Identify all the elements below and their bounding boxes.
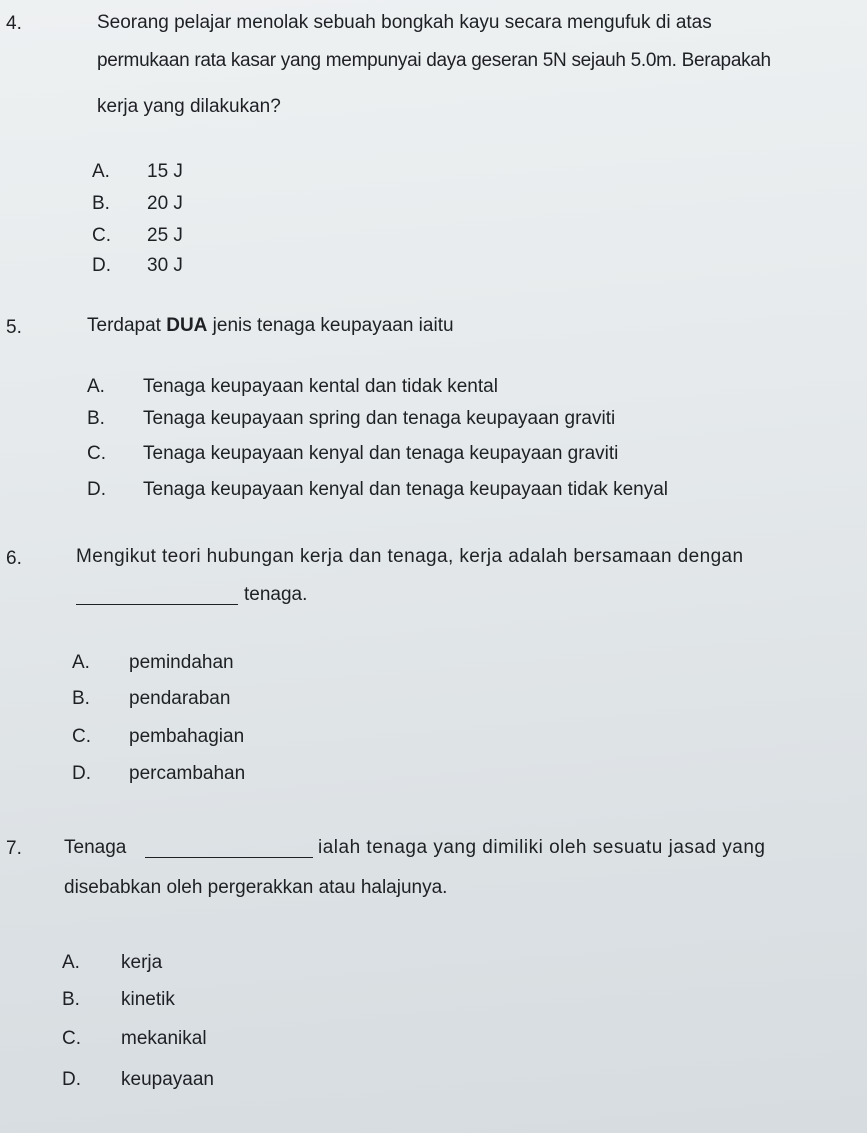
option-text[interactable]: Tenaga keupayaan kental dan tidak kental: [143, 376, 498, 397]
option-letter: A.: [62, 952, 80, 973]
option-text[interactable]: mekanikal: [121, 1028, 207, 1049]
option-letter: D.: [87, 479, 106, 500]
option-text[interactable]: pemindahan: [129, 652, 234, 673]
stem-text: jenis tenaga keupayaan iaitu: [207, 315, 454, 336]
answer-blank: [145, 839, 313, 858]
option-text[interactable]: percambahan: [129, 763, 246, 784]
option-letter: C.: [62, 1028, 81, 1049]
option-text[interactable]: pembahagian: [129, 726, 245, 747]
option-letter: A.: [92, 161, 110, 182]
question-text-line: Tenaga: [64, 837, 127, 858]
option-letter: D.: [62, 1069, 81, 1090]
option-text[interactable]: pendaraban: [129, 688, 231, 709]
option-text[interactable]: Tenaga keupayaan kenyal dan tenaga keupayaan tidak kenyal: [143, 479, 669, 500]
question-text-line: kerja yang dilakukan?: [97, 96, 281, 117]
option-text[interactable]: kinetik: [121, 989, 175, 1010]
stem-emphasis: DUA: [166, 315, 208, 336]
option-letter: B.: [87, 408, 105, 429]
option-text[interactable]: keupayaan: [121, 1069, 214, 1090]
question-number: 5.: [6, 317, 22, 338]
question-text-line: Seorang pelajar menolak sebuah bongkah kayu secara mengufuk di atas: [97, 12, 712, 33]
option-text[interactable]: kerja: [121, 952, 163, 973]
question-text-line: tenaga.: [244, 584, 308, 605]
option-letter: B.: [92, 193, 110, 214]
question-stem: [87, 307, 454, 345]
question-text-line: disebabkan oleh pergerakkan atau halajunya.: [64, 877, 448, 898]
option-letter: C.: [87, 443, 106, 464]
option-text[interactable]: 25 J: [147, 225, 183, 246]
option-letter: C.: [72, 726, 91, 747]
option-text[interactable]: 20 J: [147, 193, 183, 214]
question-text-line: Mengikut teori hubungan kerja dan tenaga, kerja adalah bersamaan dengan: [76, 546, 744, 567]
option-text[interactable]: Tenaga keupayaan kenyal dan tenaga keupayaan graviti: [143, 443, 619, 464]
question-text-line: ialah tenaga yang dimiliki oleh sesuatu jasad yang: [318, 837, 766, 858]
option-letter: C.: [92, 225, 111, 246]
option-text[interactable]: 15 J: [147, 161, 183, 182]
option-letter: A.: [87, 376, 105, 397]
option-letter: B.: [62, 989, 80, 1010]
stem-text: Terdapat: [87, 315, 167, 336]
answer-blank: [76, 586, 238, 605]
option-letter: D.: [72, 763, 91, 784]
option-letter: A.: [72, 652, 90, 673]
question-number: 6.: [6, 548, 22, 569]
option-text[interactable]: Tenaga keupayaan spring dan tenaga keupayaan graviti: [143, 408, 616, 429]
question-text-line: permukaan rata kasar yang mempunyai daya geseran 5N sejauh 5.0m. Berapakah: [97, 50, 771, 71]
option-letter: D.: [92, 255, 111, 276]
option-letter: B.: [72, 688, 90, 709]
question-number: 4.: [6, 13, 22, 34]
option-text[interactable]: 30 J: [147, 255, 183, 276]
question-number: 7.: [6, 838, 22, 859]
